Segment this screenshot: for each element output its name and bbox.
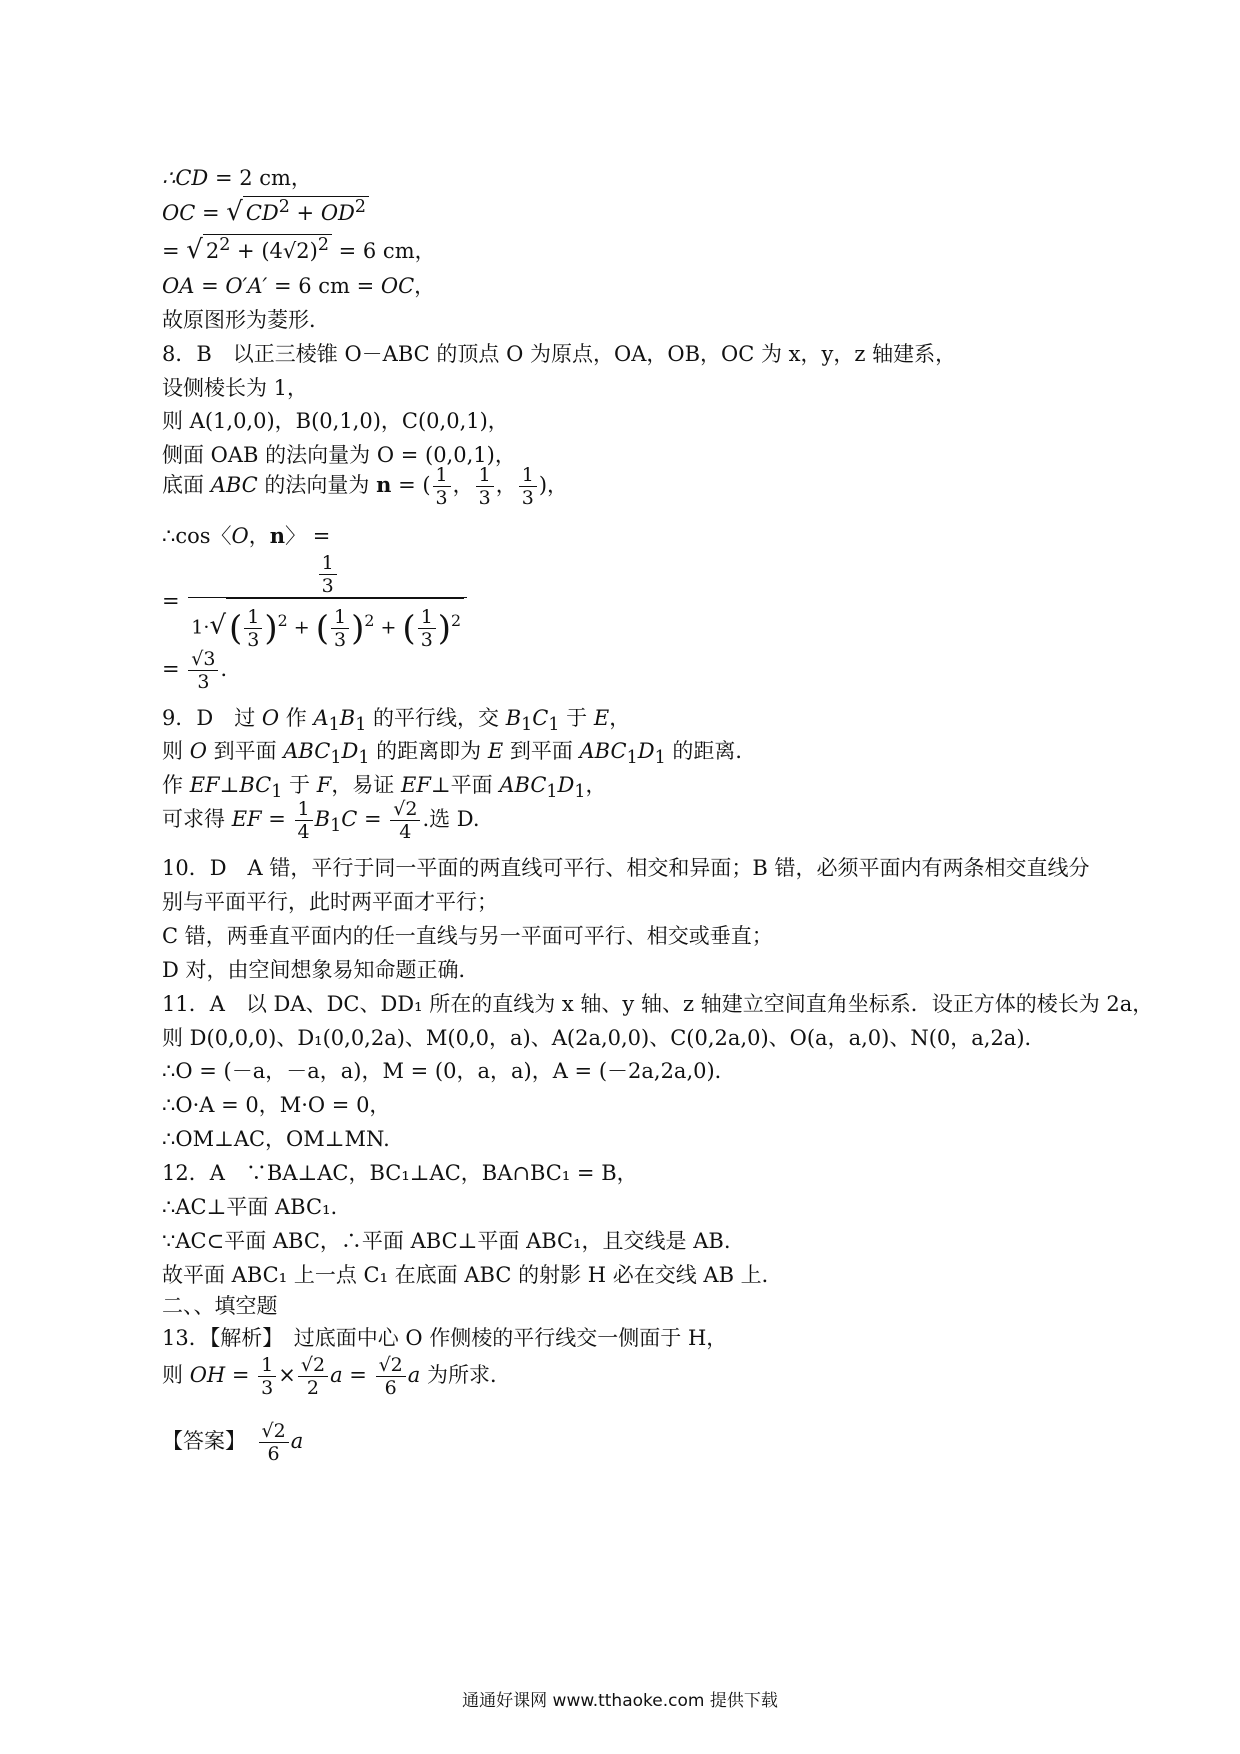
- line-23: 则 D(0,0,0)、D₁(0,0,2a)、M(0,0，a)、A(2a,0,0)、C(0,2a,0)、O(a，a,0)、N(0，a,2a)．: [162, 1026, 1046, 1050]
- line-19: 别与平面平行，此时两平面才平行；: [162, 890, 498, 914]
- line-22: 11．A 以 DA、DC、DD₁ 所在的直线为 x 轴、y 轴、z 轴建立空间直角坐标系．设正方体的棱长为 2a，: [162, 992, 1154, 1016]
- line-24: ∴O = (－a，－a，a)，M = (0，a，a)，A = (－2a,2a,0)．: [162, 1059, 736, 1083]
- line-31: 二、、填空题: [162, 1294, 278, 1318]
- line-26: ∴OM⊥AC，OM⊥MN.: [162, 1127, 390, 1151]
- line-15: 则 O 到平面 $ABC_1D_1$ 的距离即为 E 到平面 $ABC_1D_1$ 的距离．: [162, 739, 757, 769]
- line-29: ∵AC⊂平面 ABC，∴平面 ABC⊥平面 ABC₁，且交线是 AB.: [162, 1229, 731, 1253]
- line-28: ∴AC⊥平面 ABC₁.: [162, 1195, 338, 1219]
- line-32: 13．【解析】 过底面中心 O 作侧棱的平行线交一侧面于 H，: [162, 1326, 728, 1350]
- line-13: = $\frac{√3}{3}$ ．: [162, 648, 242, 693]
- line-14: 9．D 过 O 作 $A_1B_1$ 的平行线，交 $B_1C_1$ 于 E，: [162, 706, 631, 736]
- line-16: 作 $EF\perp BC_1$ 于 F，易证 EF⊥平面 $ABC_1D_1$，: [162, 773, 607, 803]
- line-4: OA = O′A′ = 6 cm = OC，: [162, 274, 436, 298]
- line-9: 侧面 OAB 的法向量为 O = (0,0,1)，: [162, 443, 516, 467]
- footer: 通通好课网 www.tthaoke.com 提供下载: [462, 1691, 778, 1711]
- line-27: 12．A ∵BA⊥AC，BC₁⊥AC，BA∩BC₁ = B，: [162, 1161, 638, 1185]
- line-18: 10．D A 错，平行于同一平面的两直线可平行、相交和异面；B 错，必须平面内有两条相交直线分: [162, 856, 1090, 880]
- line-34: 【答案】 $\frac{√2}{6}$ a: [162, 1420, 304, 1465]
- line-25: ∴O·A = 0，M·O = 0，: [162, 1093, 391, 1117]
- line-12: = $\frac{1}{3}$ 1·√( $\frac{1}{3}$ )$^2$ + ( $\frac{1}{3}$ )$^2$ + ( $\frac{1}{3}$ )$^2$: [162, 552, 469, 651]
- line-20: C 错，两垂直平面内的任一直线与另一平面可平行、相交或垂直；: [162, 924, 773, 948]
- line-7: 设侧棱长为 1，: [162, 376, 309, 400]
- line-2: OC = √ $CD^2 + OD^2$: [162, 196, 369, 227]
- line-10: 底面 ABC 的法向量为 n = ( $\frac{1}{3}$ ， $\frac{1}{3}$ ， $\frac{1}{3}$ )，: [162, 464, 569, 509]
- line-11: ∴cos〈O，n〉 =: [162, 523, 331, 548]
- line-8: 则 A(1,0,0)，B(0,1,0)，C(0,0,1)，: [162, 409, 509, 433]
- line-33: 则 OH = $\frac{1}{3}$ × $\frac{√2}{2}$ a = $\frac{√2}{6}$ a 为所求．: [162, 1354, 511, 1399]
- line-1: ∴CD = 2 cm，: [162, 166, 312, 190]
- line-30: 故平面 ABC₁ 上一点 C₁ 在底面 ABC 的射影 H 必在交线 AB 上．: [162, 1263, 783, 1287]
- line-21: D 对，由空间想象易知命题正确．: [162, 958, 480, 982]
- line-3: = √ $2^2 + (4√2)^2 = 6$ cm，: [162, 235, 436, 265]
- line-17: 可求得 EF = $\frac{1}{4}$ $B_1C$ = $\frac{√2}{4}$ .选 D.: [162, 798, 480, 843]
- line-5: 故原图形为菱形．: [162, 308, 330, 332]
- line-6: 8．B 以正三棱锥 O－ABC 的顶点 O 为原点，OA，OB，OC 为 x，y，z 轴建系，: [162, 342, 957, 366]
